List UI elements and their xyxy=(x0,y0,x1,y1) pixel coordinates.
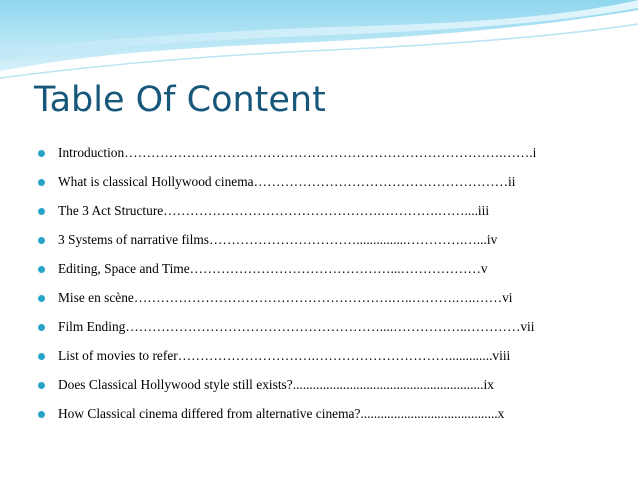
toc-item xyxy=(38,260,598,289)
toc-item xyxy=(38,289,598,318)
toc-item xyxy=(38,231,598,260)
bullet-icon xyxy=(38,411,45,418)
bullet-icon xyxy=(38,237,45,244)
toc-item-text: 3 Systems of narrative films……………………………...............………….…...iv xyxy=(58,232,498,247)
bullet-icon xyxy=(38,295,45,302)
bullet-icon xyxy=(38,324,45,331)
toc-item-text: List of movies to refer………………………….………………………….............viii xyxy=(58,348,511,363)
bullet-icon xyxy=(38,150,45,157)
table-of-contents-list xyxy=(38,144,598,434)
toc-item xyxy=(38,318,598,347)
slide-title: Table Of Content xyxy=(34,80,326,120)
toc-item-text: The 3 Act Structure………………………………………….………….……....iii xyxy=(58,203,490,218)
toc-item xyxy=(38,144,598,173)
toc-item xyxy=(38,405,598,434)
toc-item-text: Mise en scène………………………………………………….…..……….…..……vi xyxy=(58,290,513,305)
toc-item-text: Does Classical Hollywood style still exists?.........................................................ix xyxy=(58,377,494,392)
toc-item-text: Introduction………………………………………………………………………….…….i xyxy=(58,145,537,160)
toc-item-text: Editing, Space and Time………………………………………...………………v xyxy=(58,261,488,276)
toc-item xyxy=(38,173,598,202)
bullet-icon xyxy=(38,208,45,215)
toc-item xyxy=(38,376,598,405)
toc-item-text: How Classical cinema differed from alternative cinema?.........................................x xyxy=(58,406,505,421)
toc-item xyxy=(38,347,598,376)
toc-item-text: What is classical Hollywood cinema…………………………………………………ii xyxy=(58,174,516,189)
bullet-icon xyxy=(38,266,45,273)
header-wave-decoration xyxy=(0,0,638,80)
bullet-icon xyxy=(38,382,45,389)
bullet-icon xyxy=(38,353,45,360)
toc-item-text: Film Ending…………………………………………………....……………..…………vii xyxy=(58,319,535,334)
toc-item xyxy=(38,202,598,231)
bullet-icon xyxy=(38,179,45,186)
